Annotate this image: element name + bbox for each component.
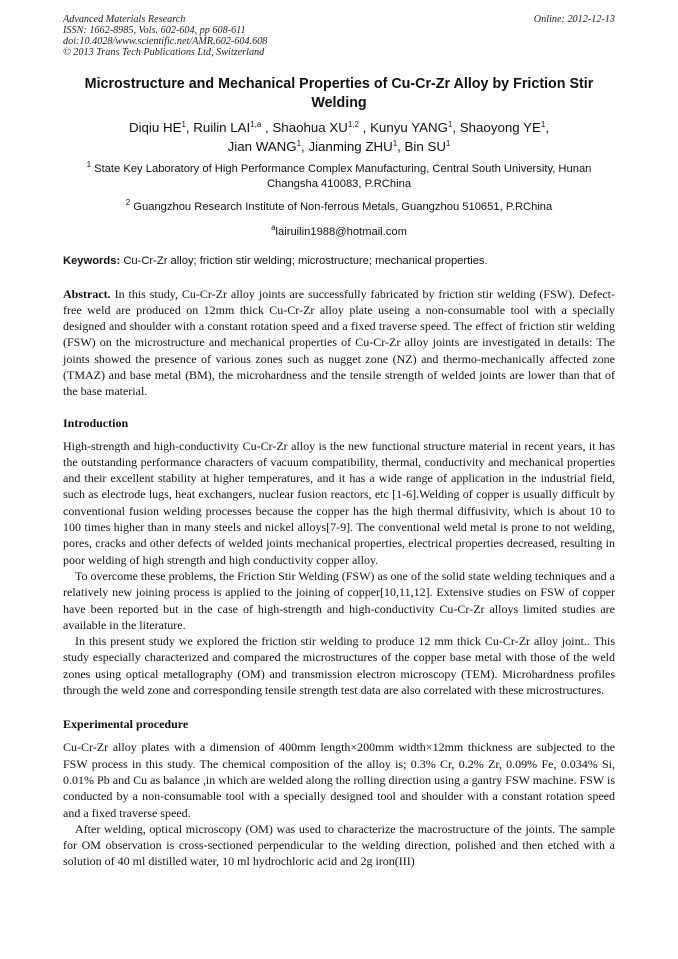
affiliation-sup: 1 — [86, 160, 92, 169]
author — [370, 120, 460, 135]
affiliation-1 — [63, 162, 615, 191]
online-date: Online: 2012-12-13 — [533, 14, 615, 25]
issn-line: ISSN: 1662-8985, Vols. 602-604, pp 608-611 — [63, 25, 246, 36]
author-affil-sup: 1 — [392, 139, 398, 148]
intro-paragraph: High-strength and high-conductivity Cu-Cr-Zr alloy is the new functional structure material in recent years, it has the outstanding performance characters of vacuum compatibility, thermal, conductivity and mechanical properties and their excellent stability at higher temperatures, and it has a wide range of application in the industrial field, such as electrode lugs, heat exchangers, nuclear fusion reactors, etc [1-6].Welding of copper is usually difficult by conventional fusion welding processes because the copper has the high thermal diffusivity, which is about 10 to 100 times higher than in many steels and nickel alloys[7-9]. The conventional weld metal is prone to not welding, pores, cracks and other defects of welded joints mechanical properties, electrical properties decreased, resulting in poor welding of high strength and high conductivity copper alloy. — [63, 438, 615, 567]
author — [308, 139, 404, 154]
author — [405, 139, 451, 154]
author-affil-sup: 1,2 — [347, 120, 359, 129]
author-name: Shaohua XU — [272, 120, 348, 135]
keywords-text: Cu-Cr-Zr alloy; friction stir welding; microstructure; mechanical properties. — [123, 254, 488, 267]
author-affil-sup: 1 — [447, 120, 453, 129]
author-affil-sup: 1 — [445, 139, 451, 148]
author-separator: , — [185, 120, 194, 135]
author — [272, 120, 370, 135]
author-name: Diqiu HE — [128, 120, 182, 135]
experimental-paragraph: Cu-Cr-Zr alloy plates with a dimension of 400mm length×200mm width×12mm thickness are subjected to the FSW process in this study. The chemical composition of the alloy is; 0.3% Cr, 0.2% Zr, 0.09% Fe, 0.034% Si, 0.01% Pb and Cu as balance ,in which are welded along the rolling direction using a gantry FSW machine. FSW is conducted by a non-consumable tool with a specially designed tool and shoulder with a constant rotation speed and a fixed traverse speed. — [63, 740, 615, 820]
experimental-paragraph: After welding, optical microscopy (OM) was used to characterize the macrostructure of the joints. The sample for OM observation is cross-sectioned perpendicular to the welding direction, polished and then etched with a solution of 40 ml distilled water, 10 ml hydrochloric acid and 2g iron(III) — [63, 821, 615, 869]
corresponding-email — [63, 222, 615, 239]
author-name: Jianming ZHU — [308, 139, 393, 154]
intro-paragraph: To overcome these problems, the Friction Stir Welding (FSW) as one of the solid state welding techniques and a relatively new joining process is applied to the joining of copper[10,11,12]. Extensive studies on FSW of copper have been reported but in the case of high-strength and high-conductivity Cu-Cr-Zr alloys limited studies are available in the literature. — [63, 568, 615, 632]
intro-paragraph: In this present study we explored the friction stir welding to produce 12 mm thick Cu-Cr-Zr alloy joint.. This study especially characterized and compared the microstructures of the copper base metal with those of the weld zones using optical metallography (OM) and transmission electron microscopy (TEM). Microhardness profiles through the weld zone and corresponding tensile strength test data are also correlated with these microstructures. — [63, 634, 615, 698]
author-separator: , — [452, 120, 460, 135]
section-heading-experimental: Experimental procedure — [63, 717, 189, 732]
author-name: Bin SU — [404, 139, 446, 154]
author-separator: , — [358, 120, 371, 135]
abstract-label: Abstract. — [63, 286, 111, 301]
author — [460, 120, 549, 135]
keywords-label: Keywords: — [63, 254, 121, 267]
copyright-line: © 2013 Trans Tech Publications Ltd, Switzerland — [63, 47, 265, 58]
author-affil-sup: 1 — [540, 120, 546, 129]
author-list — [63, 118, 615, 156]
affiliation-sup: 2 — [125, 198, 131, 207]
author-name: Ruilin LAI — [193, 120, 251, 135]
keywords — [63, 254, 615, 268]
doi-line: doi:10.4028/www.scientific.net/AMR.602-604.608 — [63, 36, 268, 47]
paper-page — [63, 14, 615, 870]
author-name: Shaoyong YE — [459, 120, 541, 135]
author-separator: , — [301, 139, 309, 154]
author — [228, 139, 309, 154]
author-name: Jian WANG — [227, 139, 297, 154]
abstract — [63, 286, 615, 400]
author-affil-sup: 1 — [296, 139, 302, 148]
paper-title: Microstructure and Mechanical Properties of Cu-Cr-Zr Alloy by Friction Stir Welding — [84, 76, 594, 111]
author-affil-sup: 1,a — [250, 120, 262, 129]
email-sup: a — [271, 222, 276, 232]
author-separator: , — [545, 120, 550, 135]
affiliation-text: State Key Laboratory of High Performance Complex Manufacturing, Central South University, Hunan Changsha 410083, P.RChina — [94, 163, 592, 190]
affiliation-text: Guangzhou Research Institute of Non-ferrous Metals, Guangzhou 510651, P.RChina — [133, 201, 553, 213]
author — [129, 120, 193, 135]
journal-name: Advanced Materials Research — [63, 14, 186, 25]
journal-header — [63, 14, 615, 58]
author-separator: , — [397, 139, 405, 154]
author-name: Kunyu YANG — [370, 120, 448, 135]
author — [193, 120, 272, 135]
email-address: lairuilin1988@hotmail.com — [275, 225, 407, 238]
section-heading-introduction: Introduction — [63, 415, 129, 430]
abstract-text: In this study, Cu-Cr-Zr alloy joints are successfully fabricated by friction stir welding (FSW). Defect-free weld are produced on 12mm thick Cu-Cr-Zr alloy plate useing a non-consumable tool with a specially designed and shoulder with a constant rotation speed and a fixed traverse speed. The effect of friction stir welding (FSW) on the microstructure and mechanical properties of Cu-Cr-Zr alloy joints are investigated in details: The joints showed the presence of various zones such as nugget zone (NZ) and thermo-mechanically affected zone (TMAZ) and base metal (BM), the microhardness and the tensile strength of welded joints are lower than that of the base material. — [63, 286, 615, 399]
affiliation-2 — [63, 200, 615, 215]
author-affil-sup: 1 — [181, 120, 186, 129]
author-separator: , — [261, 120, 273, 135]
